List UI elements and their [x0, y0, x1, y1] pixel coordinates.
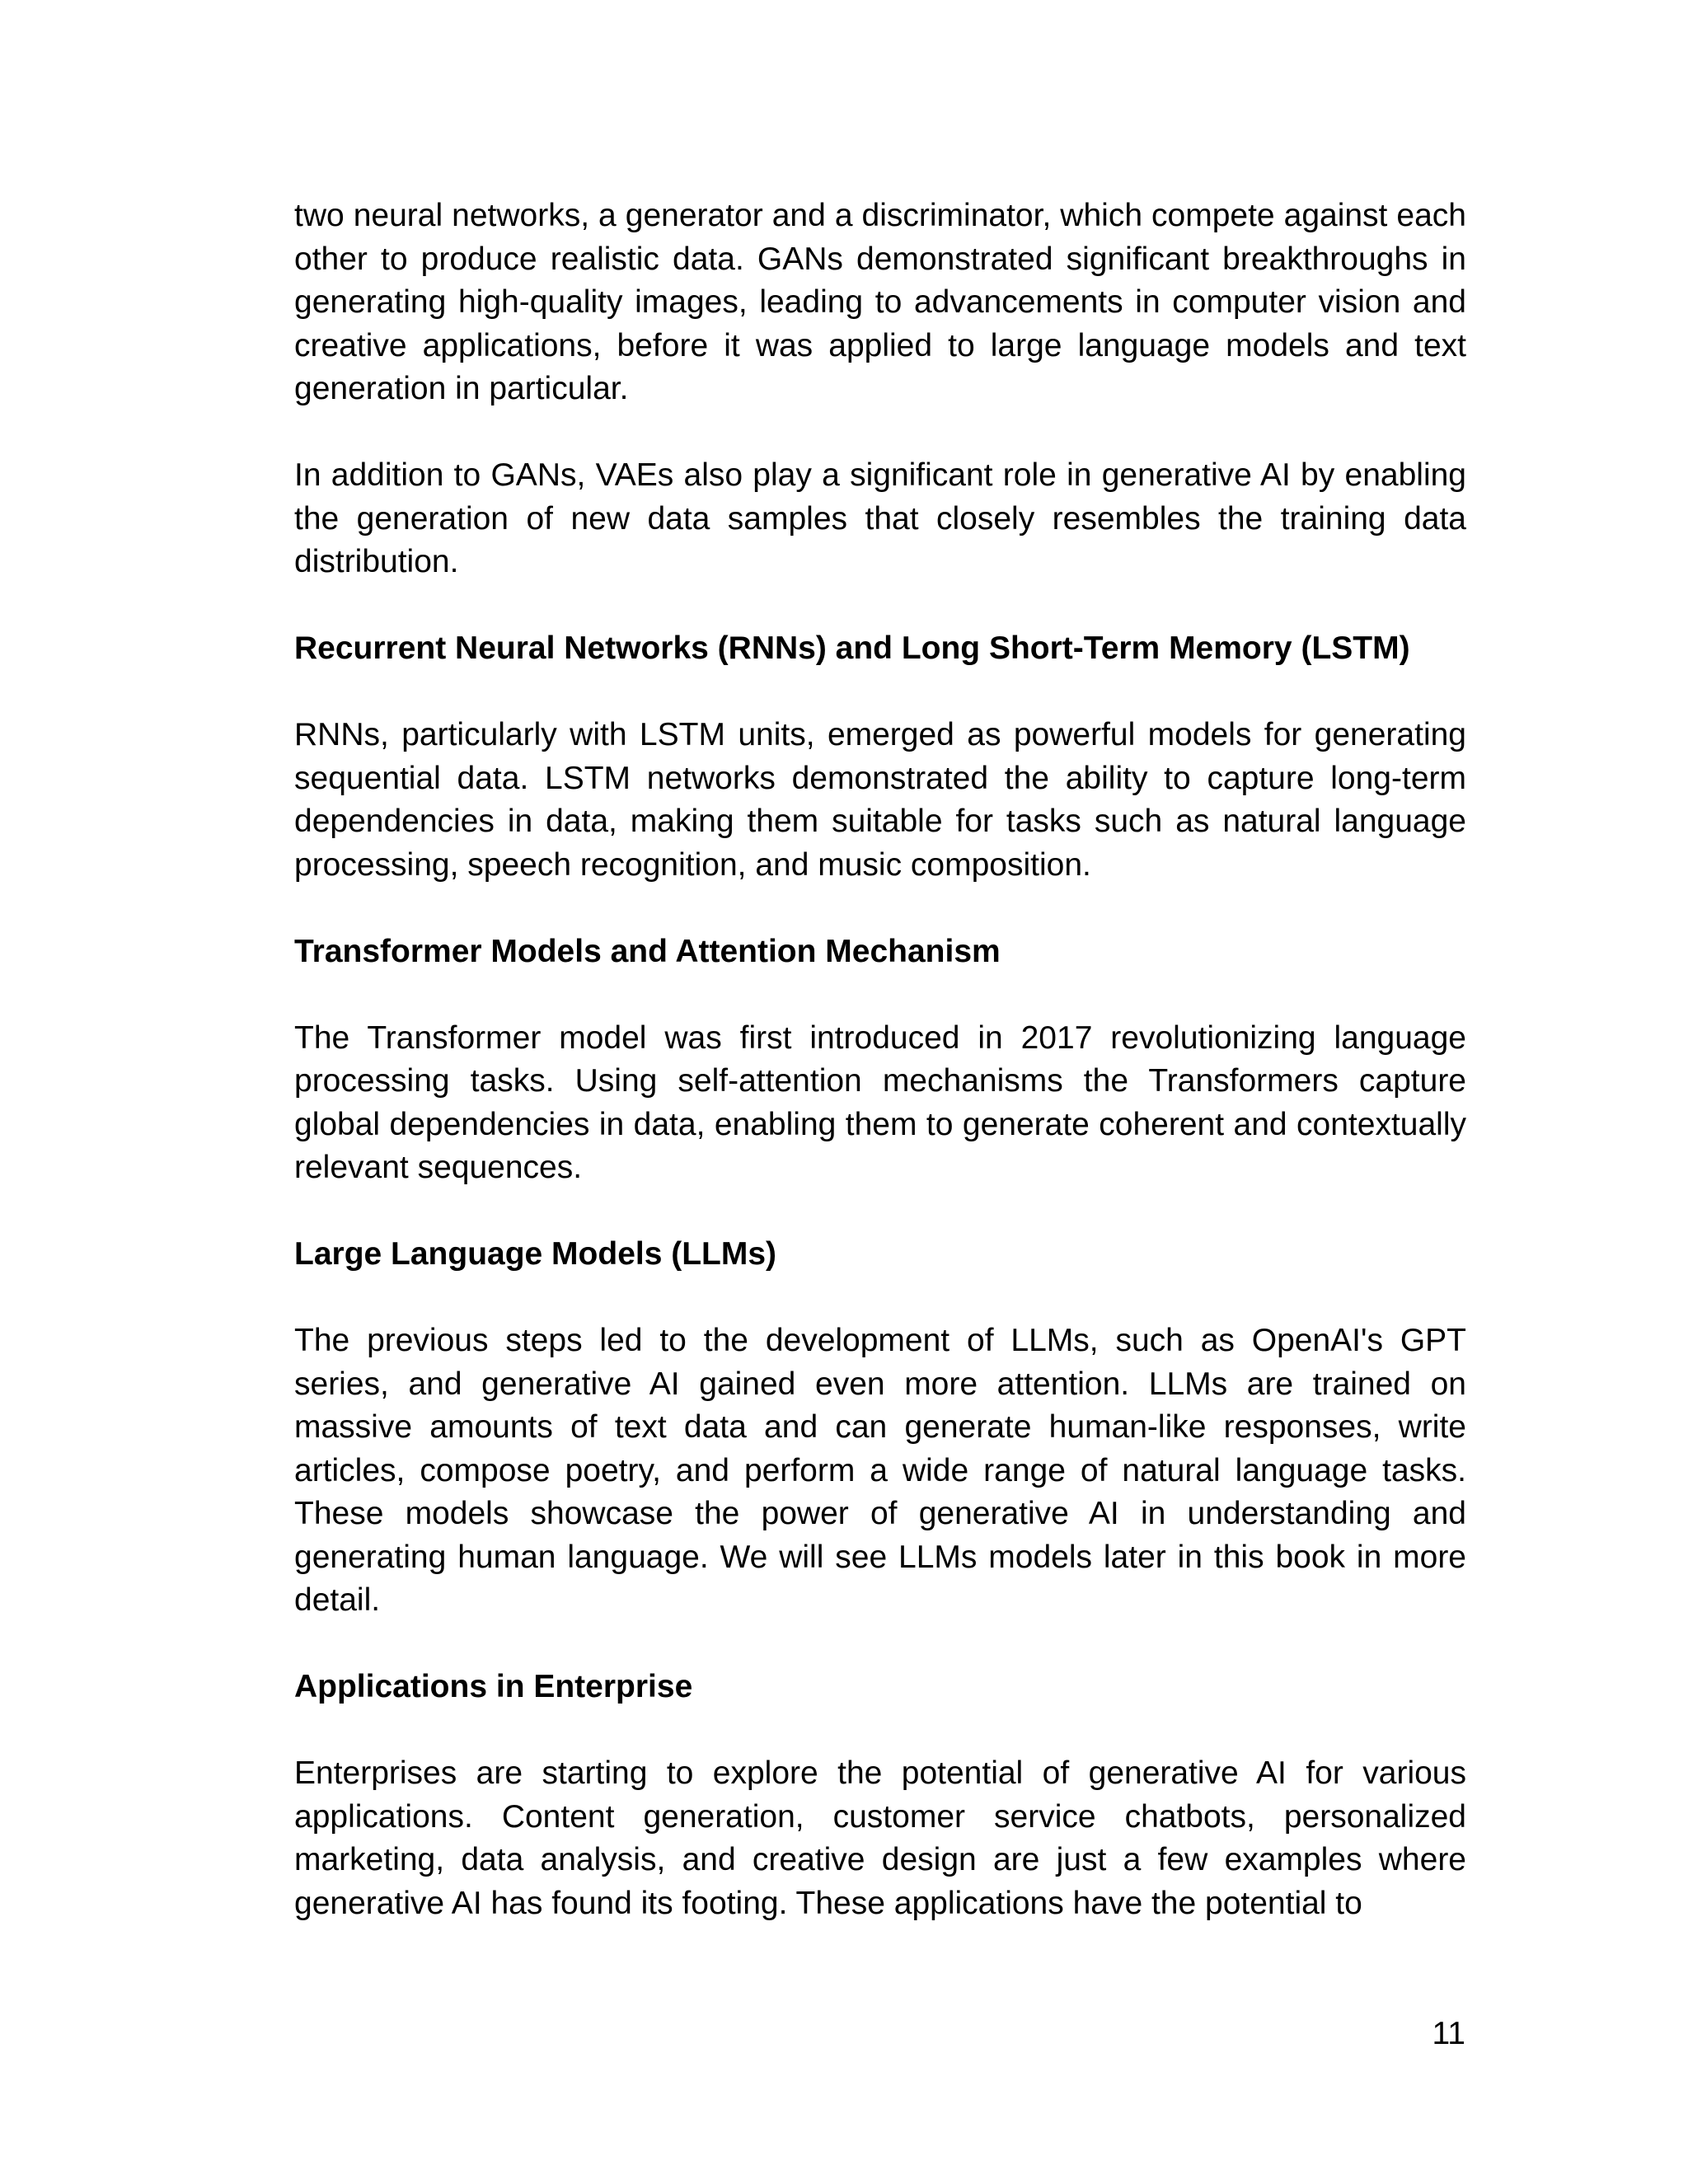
spacer — [294, 671, 1466, 715]
paragraph-rnn-lstm: RNNs, particularly with LSTM units, emerged as powerful models for generating sequential data. LSTM networks demonstrated the ability to capture long-term dependencies in data, making them suitable for tasks such as natural language processing, speech recognition, and music composition. — [294, 717, 1466, 883]
paragraph-transformer: The Transformer model was first introduced in 2017 revolutionizing language processing tasks. Using self-attention mechanisms the Transformers capture global dependencies in data, enabling them to generate coherent and contextually relevant sequences. — [294, 1019, 1466, 1185]
page-body — [294, 194, 1466, 1925]
paragraph-enterprise: Enterprises are starting to explore the potential of generative AI for various applications. Content generation, customer service chatbots, personalized marketing, data analysis, and creative design are just a few examples where generative AI has found its footing. These applications have the potential to — [294, 1755, 1466, 1921]
spacer — [294, 411, 1466, 455]
spacer — [294, 887, 1466, 930]
section-heading-rnn-lstm: Recurrent Neural Networks (RNNs) and Long Short-Term Memory (LSTM) — [294, 630, 1410, 666]
section-heading-llms: Large Language Models (LLMs) — [294, 1236, 777, 1272]
paragraph-gans-intro: two neural networks, a generator and a discriminator, which compete against each other to produce realistic data. GANs demonstrated significant breakthroughs in generating high-quality images, leading to advancements in computer vision and creative applications, before it was applied to large language models and text generation in particular. — [294, 198, 1466, 406]
spacer — [294, 584, 1466, 628]
spacer — [294, 1190, 1466, 1234]
spacer — [294, 973, 1466, 1017]
paragraph-llms: The previous steps led to the development of LLMs, such as OpenAI's GPT series, and generative AI gained even more attention. LLMs are trained on massive amounts of text data and can generate human-like responses, write articles, compose poetry, and perform a wide range of natural language tasks. These models showcase the power of generative AI in understanding and generating human language. We will see LLMs models later in this book in more detail. — [294, 1323, 1466, 1618]
spacer — [294, 1277, 1466, 1320]
page-number: 11 — [1432, 2016, 1465, 2051]
paragraph-vaes: In addition to GANs, VAEs also play a significant role in generative AI by enabling the generation of new data samples that closely resembles the training data distribution. — [294, 457, 1466, 579]
section-heading-transformer: Transformer Models and Attention Mechanism — [294, 933, 1001, 969]
section-heading-enterprise: Applications in Enterprise — [294, 1669, 693, 1704]
spacer — [294, 1623, 1466, 1666]
spacer — [294, 1709, 1466, 1753]
